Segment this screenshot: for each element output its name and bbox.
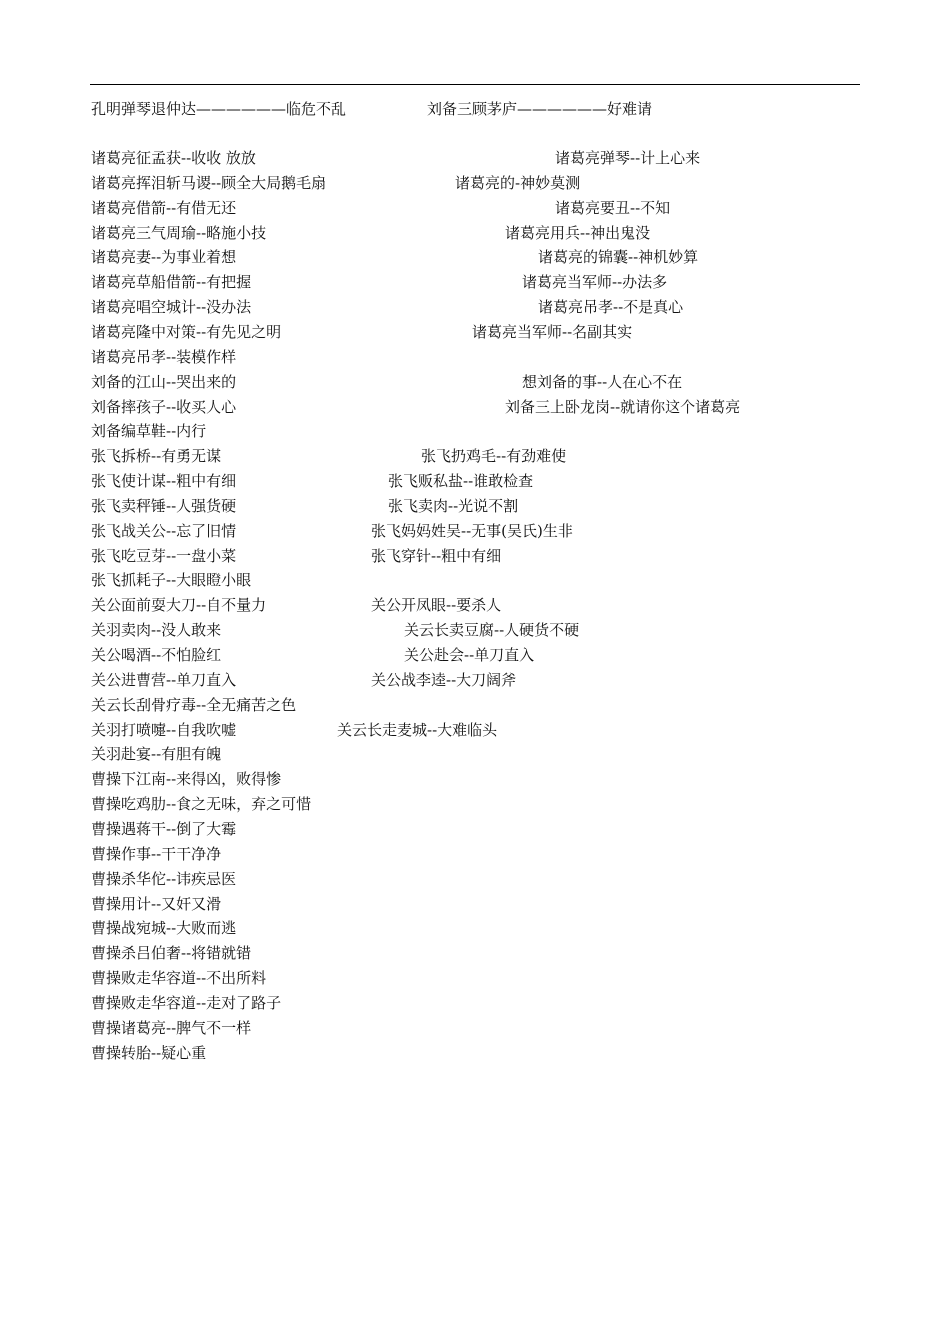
list-item-right: 刘备三上卧龙岗--就请你这个诸葛亮 <box>505 397 741 416</box>
list-item-left: 曹操败走华容道--走对了路子 <box>91 993 282 1012</box>
list-item-left: 曹操遇蒋干--倒了大霉 <box>91 819 237 838</box>
list-item-left: 诸葛亮吊孝--装模作样 <box>91 347 237 366</box>
list-item-left: 曹操吃鸡肋--食之无味，弃之可惜 <box>91 795 312 814</box>
list-item-left: 诸葛亮草船借箭--有把握 <box>91 273 252 292</box>
list-item-left: 诸葛亮借箭--有借无还 <box>91 198 237 217</box>
list-item-left: 曹操转胎--疑心重 <box>91 1043 207 1062</box>
list-item-right: 张飞穿针--粗中有细 <box>371 546 502 565</box>
list-item-right: 想刘备的事--人在心不在 <box>522 372 683 391</box>
list-item-left: 诸葛亮征孟获--收收 放放 <box>91 149 256 167</box>
list-item-left: 关公进曹营--单刀直入 <box>91 670 237 689</box>
list-item-right: 诸葛亮当军师--名副其实 <box>472 322 633 341</box>
list-item-right: 关云长卖豆腐--人硬货不硬 <box>404 621 580 640</box>
list-item-left: 曹操作事--干干净净 <box>91 844 222 863</box>
list-item-right: 诸葛亮吊孝--不是真心 <box>538 298 684 317</box>
list-item-left: 诸葛亮隆中对策--有先见之明 <box>91 322 282 341</box>
list-item-left: 曹操诸葛亮--脾气不一样 <box>91 1018 252 1037</box>
list-item-left: 曹操战宛城--大败而逃 <box>91 919 237 938</box>
list-item-left: 关公喝酒--不怕脸红 <box>91 646 222 664</box>
list-item-left: 曹操下江南--来得凶，败得惨 <box>91 770 282 789</box>
list-item-left: 诸葛亮挥泪斩马谡--顾全大局鹅毛扇 <box>91 173 327 192</box>
list-item-left: 张飞拆桥--有勇无谋 <box>91 447 222 466</box>
top-divider <box>90 84 860 85</box>
list-item-right: 诸葛亮的-神妙莫测 <box>455 173 581 192</box>
list-item-right: 张飞妈妈姓吴--无事(吴氏)生非 <box>371 521 573 540</box>
header-left: 孔明弹琴退仲达——————临危不乱 <box>91 100 347 118</box>
list-item-right: 关公赴会--单刀直入 <box>404 646 535 664</box>
list-item-left: 刘备编草鞋--内行 <box>91 422 207 441</box>
list-item-left: 张飞使计谋--粗中有细 <box>91 472 237 491</box>
list-item-right: 诸葛亮当军师--办法多 <box>522 273 668 292</box>
list-item-left: 刘备的江山--哭出来的 <box>91 372 237 391</box>
list-item-left: 张飞吃豆芽--一盘小菜 <box>91 546 237 565</box>
list-item-left: 张飞卖秤锤--人强货硬 <box>91 496 237 515</box>
header-right: 刘备三顾茅庐——————好难请 <box>427 100 653 118</box>
list-item-left: 诸葛亮唱空城计--没办法 <box>91 298 252 317</box>
list-item-left: 关羽打喷嚏--自我吹嘘 <box>91 720 237 739</box>
list-item-left: 张飞战关公--忘了旧情 <box>91 521 237 540</box>
list-item-left: 关羽赴宴--有胆有魄 <box>91 745 222 764</box>
list-item-left: 关云长刮骨疗毒--全无痛苦之色 <box>91 695 297 714</box>
list-item-left: 曹操杀华佗--讳疾忌医 <box>91 869 237 888</box>
list-item-right: 张飞扔鸡毛--有劲难使 <box>421 447 567 466</box>
list-item-right: 诸葛亮的锦囊--神机妙算 <box>538 248 699 267</box>
list-item-right: 诸葛亮要丑--不知 <box>555 198 671 217</box>
list-item-left: 刘备摔孩子--收买人心 <box>91 397 237 416</box>
list-item-left: 诸葛亮三气周瑜--略施小技 <box>91 223 267 242</box>
list-item-left: 曹操杀吕伯奢--将错就错 <box>91 944 252 963</box>
list-item-right: 关公开凤眼--要杀人 <box>371 596 502 615</box>
list-item-left: 张飞抓耗子--大眼瞪小眼 <box>91 571 252 590</box>
list-item-right: 关云长走麦城--大难临头 <box>337 720 498 739</box>
list-item-left: 关公面前耍大刀--自不量力 <box>91 596 267 615</box>
list-item-right: 诸葛亮弹琴--计上心来 <box>555 149 701 167</box>
list-item-left: 诸葛亮妻--为事业着想 <box>91 248 237 267</box>
list-item-left: 曹操用计--又奸又滑 <box>91 894 222 913</box>
list-item-right: 诸葛亮用兵--神出鬼没 <box>505 223 651 242</box>
list-item-left: 关羽卖肉--没人敢来 <box>91 621 222 640</box>
list-item-left: 曹操败走华容道--不出所料 <box>91 969 267 988</box>
list-item-right: 张飞卖肉--光说不割 <box>388 496 519 515</box>
list-item-right: 张飞贩私盐--谁敢检查 <box>388 472 534 491</box>
list-item-right: 关公战李逵--大刀阔斧 <box>371 670 517 689</box>
